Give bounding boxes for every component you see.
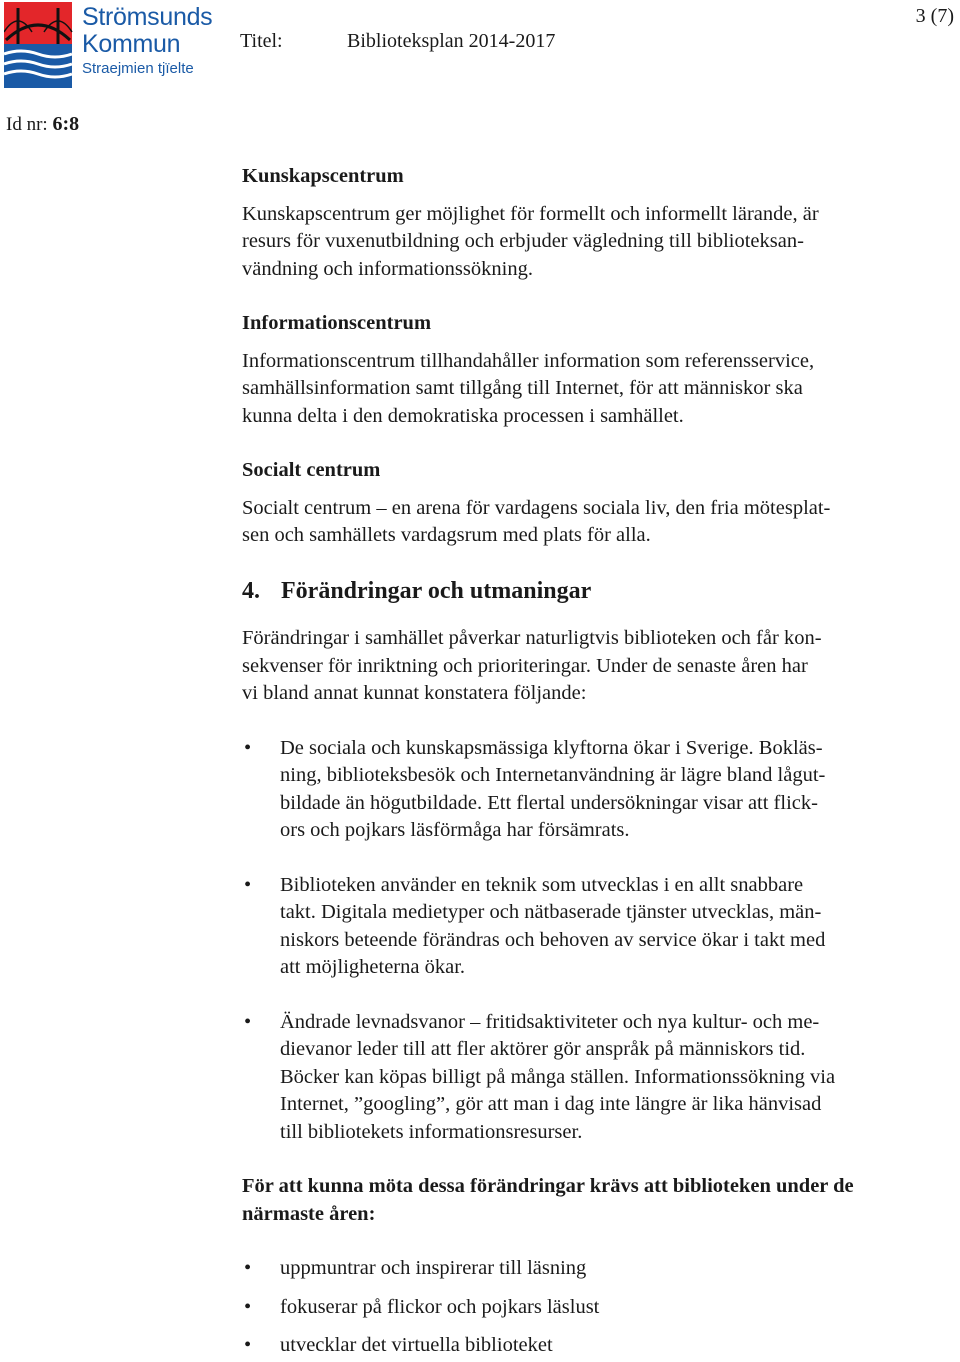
chapter-heading [242,578,942,606]
text-line: sekvenser för inriktning och prioriteringar. Under de senaste åren har [242,654,808,677]
logo-line-1: Strömsunds [82,3,213,31]
text-line: fokuserar på flickor och pojkars läslust [280,1295,600,1318]
bridge-emblem-icon [4,2,76,88]
list-item [242,735,942,845]
document-title: Biblioteksplan 2014-2017 [347,30,556,52]
section-paragraph [242,348,942,431]
text-line: Socialt centrum – en arena för vardagens sociala liv, den fria mötesplat- [242,496,831,519]
list-item [242,872,942,982]
text-line: De sociala och kunskapsmässiga klyftorna ökar i Sverige. Bokläs- [280,736,823,759]
text-line: uppmuntrar och inspirerar till läsning [280,1257,587,1279]
list-item [242,1332,942,1360]
bullet-icon: • [244,873,252,896]
text-line: takt. Digitala medietyper och nätbaserade tjänster utvecklas, män- [280,901,822,923]
section-heading: Informationscentrum [242,312,432,334]
text-line: vi bland annat kunnat konstatera följande: [242,682,587,704]
section-heading: Kunskapscentrum [242,165,404,187]
list-item [242,1294,942,1322]
bullet-icon: • [244,1334,252,1356]
text-line: För att kunna möta dessa förändringar krävs att biblioteken under de [242,1175,854,1197]
text-line: niskors beteende förändras och behoven av service ökar i takt med [280,928,826,951]
text-line: närmaste åren: [242,1202,376,1225]
text-line: Informationscentrum tillhandahåller information som referensservice, [242,349,815,372]
id-label: Id nr: [6,114,48,135]
document-header [0,0,960,100]
bullet-icon: • [244,1257,252,1279]
logo-wordmark [82,4,212,80]
text-line: samhällsinformation samt tillgång till Internet, för att människor ska [242,377,803,399]
title-label: Titel: [240,30,283,52]
id-number [6,113,79,136]
text-line: att möjligheterna ökar. [280,956,466,978]
text-line: utvecklar det virtuella biblioteket [280,1334,553,1356]
chapter-number: 4. [242,577,260,604]
stromsund-logo [4,2,214,88]
text-line: Kunskapscentrum ger möjlighet för formellt och informellt lärande, är [242,202,819,225]
chapter-title: Förändringar och utmaningar [281,577,592,604]
text-line: vändning och informationssökning. [242,257,533,280]
bullet-icon: • [244,736,252,759]
observation-list [242,735,942,1147]
chapter-intro [242,625,942,708]
text-line: resurs för vuxenutbildning och erbjuder vägledning till biblioteksan- [242,230,804,252]
action-list [242,1255,942,1360]
text-line: Böcker kan köpas billigt på många ställen. Informationssökning via [280,1065,836,1088]
bullet-icon: • [244,1295,252,1318]
text-line: dievanor leder till att fler aktörer gör anspråk på människors tid. [280,1038,806,1060]
page-number: 3 (7) [915,5,954,27]
logo-line-3: Straejmien tjïelte [82,60,194,77]
bullet-icon: • [244,1010,252,1033]
text-line: ors och pojkars läsförmåga har försämrats. [280,819,630,841]
list-item [242,1255,942,1283]
id-value: 6:8 [52,113,80,135]
document-body [242,163,942,1360]
logo-line-2: Kommun [82,30,181,58]
list-item [242,1009,942,1147]
section-heading: Socialt centrum [242,459,381,481]
text-line: Biblioteken använder en teknik som utvecklas i en allt snabbare [280,873,804,896]
text-line: Internet, ”googling”, gör att man i dag inte längre är lika hänvisad [280,1093,822,1115]
section-paragraph [242,495,942,550]
text-line: ning, biblioteksbesök och Internetanvändning är lägre bland lågut- [280,764,826,786]
text-line: till bibliotekets informationsresurser. [280,1120,583,1143]
text-line: Förändringar i samhället påverkar naturligtvis biblioteken och får kon- [242,627,822,649]
action-intro [242,1173,942,1228]
section-paragraph [242,201,942,284]
text-line: bildade än högutbildade. Ett flertal undersökningar visar att flick- [280,791,818,814]
text-line: Ändrade levnadsvanor – fritidsaktiviteter och nya kultur- och me- [280,1010,820,1033]
text-line: kunna delta i den demokratiska processen i samhället. [242,404,684,427]
text-line: sen och samhällets vardagsrum med plats för alla. [242,524,651,546]
